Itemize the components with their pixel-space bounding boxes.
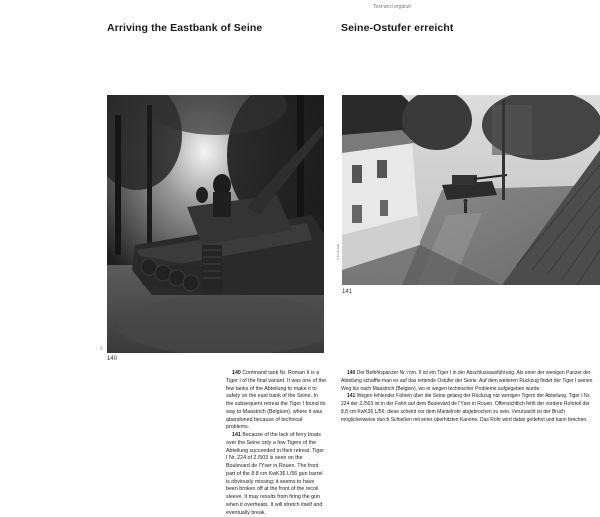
caption-english bbox=[226, 370, 326, 517]
title-german: Seine-Ostufer erreicht bbox=[341, 22, 454, 34]
photo-141-street-scene bbox=[342, 95, 600, 285]
credit-symbol: © bbox=[100, 346, 103, 351]
caption-en-140: 140 Command tank Nr. Roman II is a Tiger I of the final variant. It was one of the few tanks of the Abteilung to make it to safety on the east bank of the Seine. In the subsequent retreat the Tiger I found its way to Maastrich (Belgium), where it was abandoned because of technical problems. bbox=[226, 370, 326, 431]
photo-number-141: 141 bbox=[342, 289, 353, 295]
photo-number-140: 140 bbox=[107, 356, 118, 362]
photo-credit: © Ernst Kalt bbox=[336, 243, 340, 260]
caption-en-141: 141 Because of the lack of ferry boats over the Seine only a few Tigers of the Abteilung succeeded in their retreat. Tiger I Nr. 224 of 2./503 is seen on the Boulevard de l'Yser in Rouen. The front part of the 8.8 cm KwK36 L/56 gun barrel is obviously missing; it seems to have been broken off at the front of the recoil sleeve. It may results from firing the gun when it overheats. It will stretch itself and eventually break. bbox=[226, 432, 325, 516]
caption-de-140: 140 Der Befehlspanzer Nr. röm. II ist ein Tiger I in der Abschlussausführung. Als einer der wenigen Panzer der Abteilung schaffte man es auf das rettende Ostufer der Seine. Auf dem weiteren Rückzug findet der Tiger I seinen Weg bis nach Maastrich (Belgien), wo er wegen technischer Probleme aufgegeben wurde. bbox=[341, 370, 593, 392]
photo-140-tiger-in-woods bbox=[107, 95, 324, 353]
title-english: Arriving the Eastbank of Seine bbox=[107, 22, 263, 34]
caption-german bbox=[341, 370, 596, 424]
caption-de-141: 141 Wegen fehlender Fähren über die Seine gelang der Rückzug nur wenigen Tigern der Abteilung. Tiger I Nr. 224 der 2./503 ist in der Fahrt auf dem Boulevard de l'Yser in Rouen. Offensichtlich fehlt der vordere Rohrteil der 8,8 cm KwK36 L/56: diese scheint vor dem Mantelrohr abgebrochen zu sein. Verursacht ist der Bruch möglicherweise durch Schießen mit einer überhitzten Kanone. Das Rohr wird dabei gedehnt und kann brechen. bbox=[341, 393, 591, 423]
header-note: Text wird ergänzt bbox=[373, 4, 411, 10]
